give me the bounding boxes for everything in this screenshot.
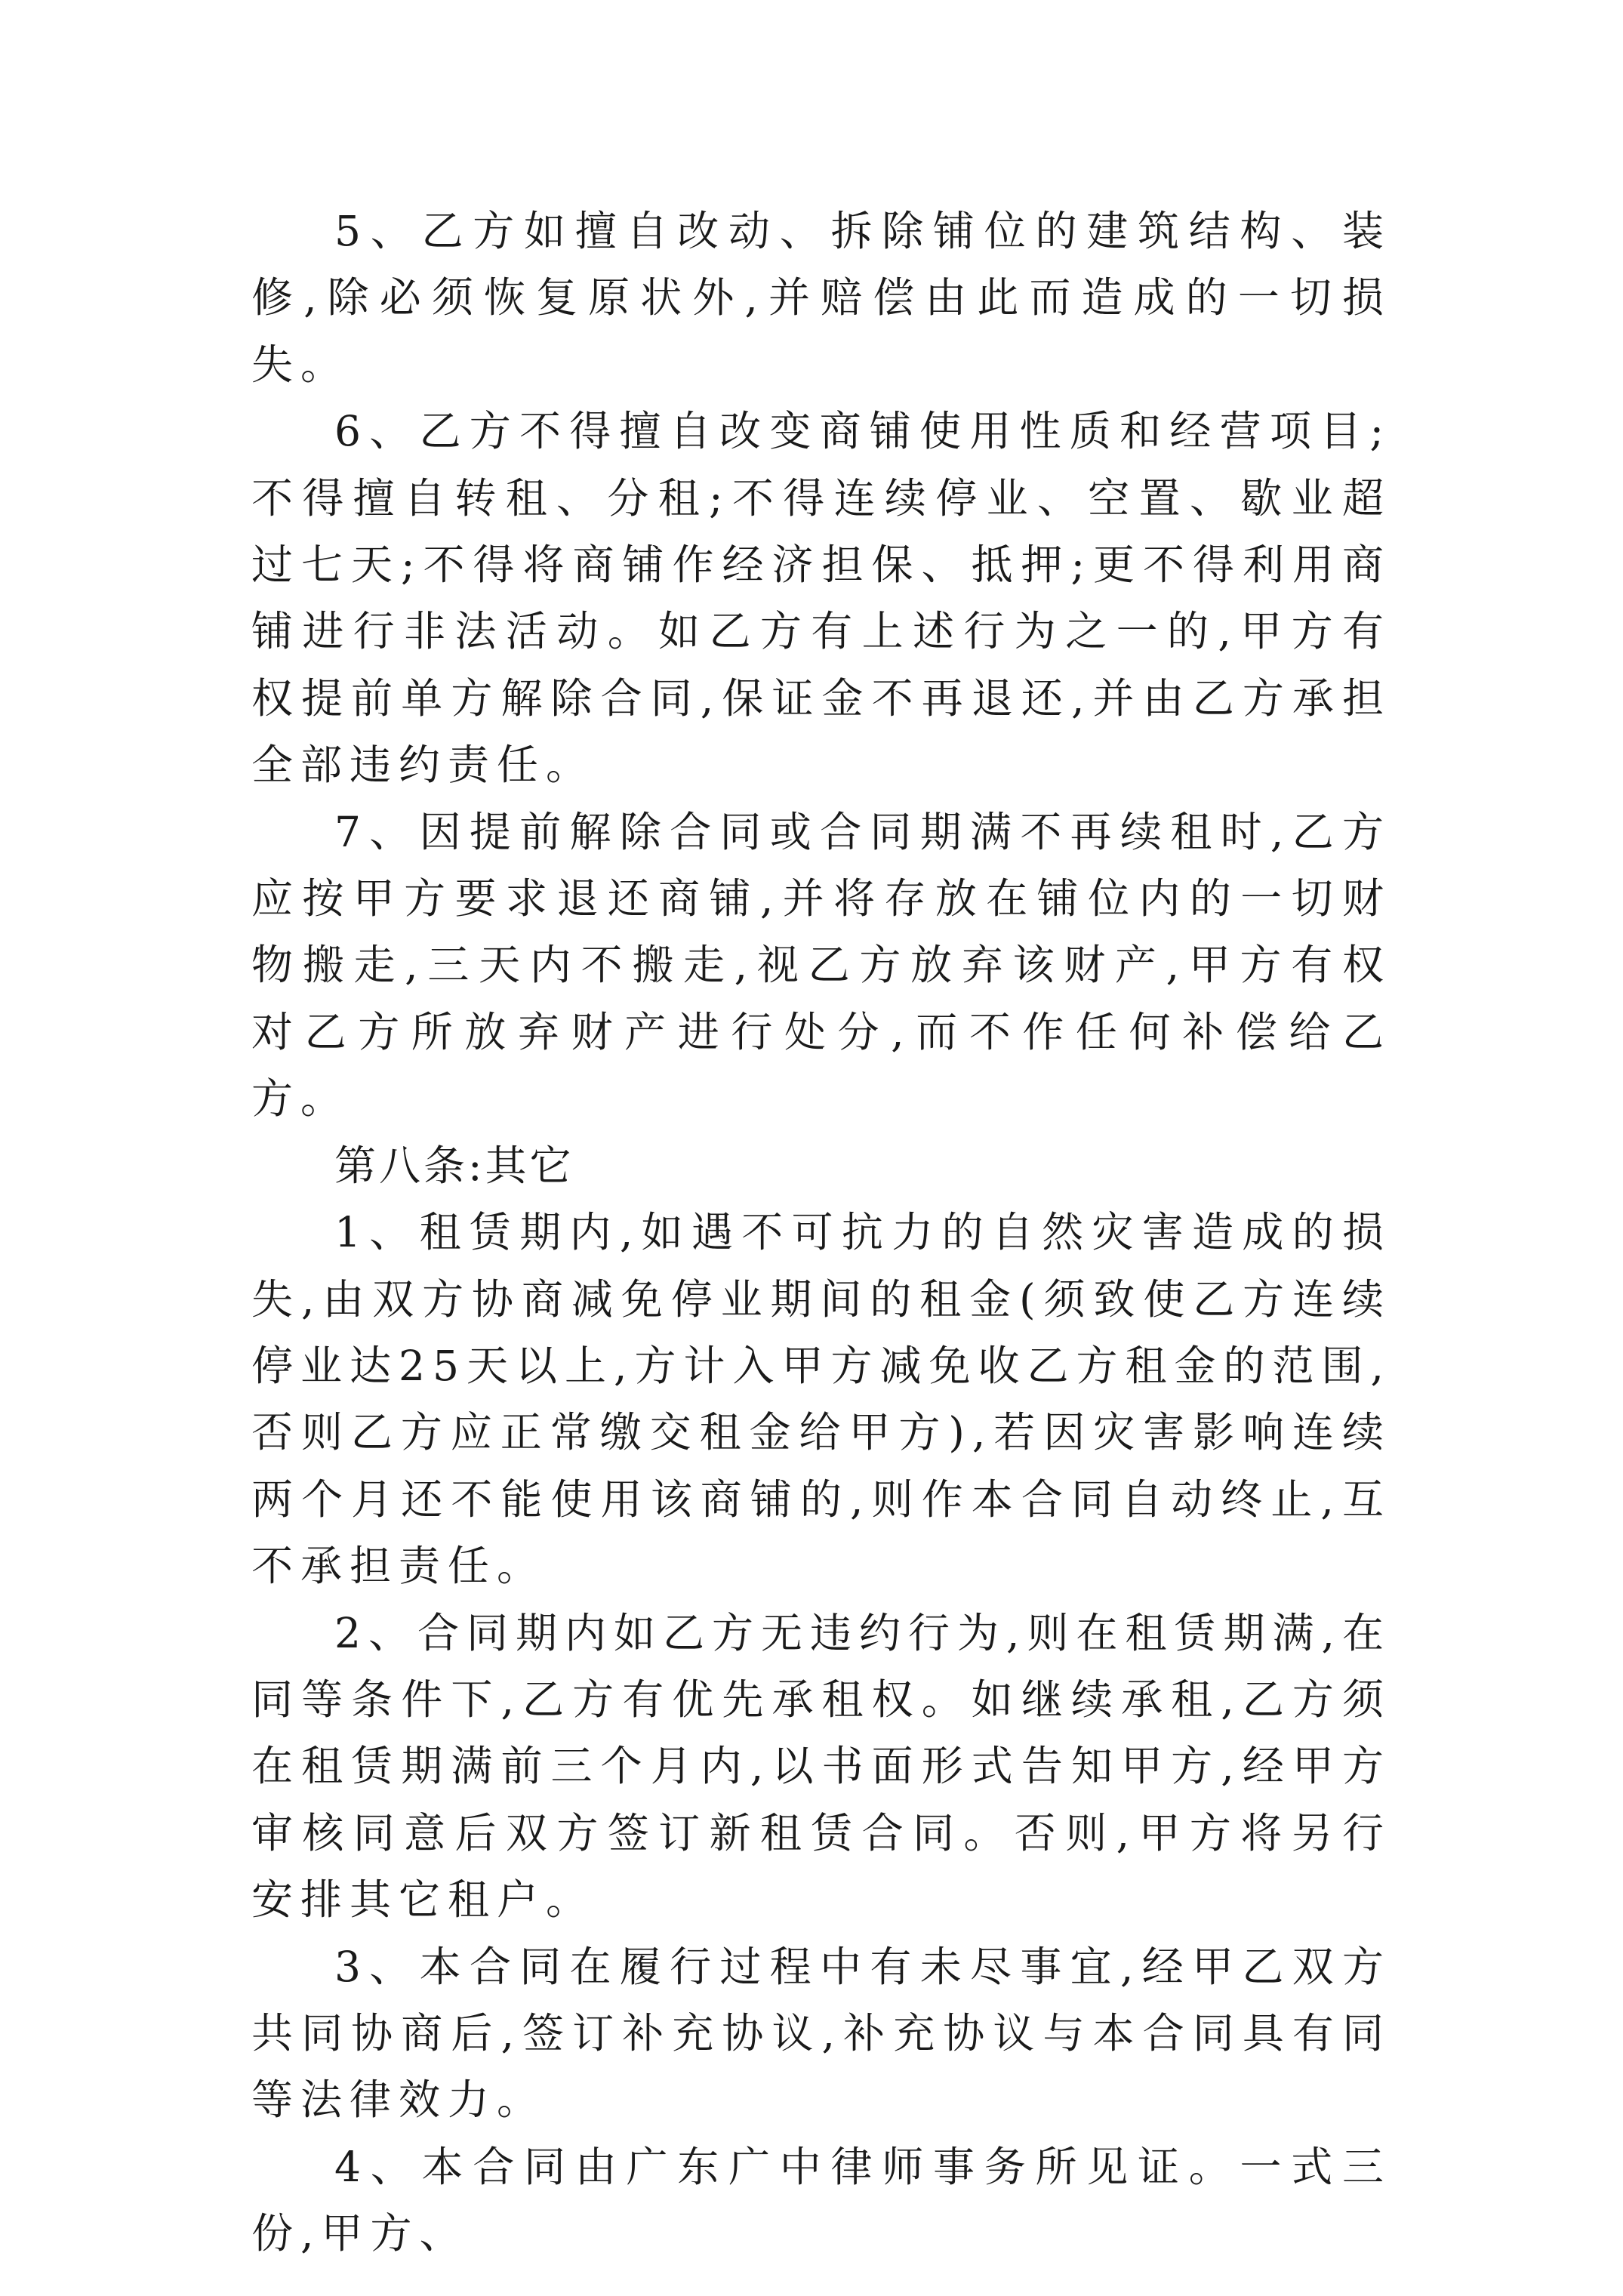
clause-7-paragraph: 7、因提前解除合同或合同期满不再续租时,乙方应按甲方要求退还商铺,并将存放在铺位内的一切财物搬走,三天内不搬走,视乙方放弃该财产,甲方有权对乙方所放弃财产进行处分,而不作任何补偿给乙方。 (251, 807, 1391, 1123)
document-body (251, 198, 1391, 2267)
clause-5-paragraph: 5、乙方如擅自改动、拆除铺位的建筑结构、装修,除必须恢复原状外,并赔偿由此而造成的一切损失。 (251, 207, 1391, 389)
section-clause-3-paragraph: 3、本合同在履行过程中有未尽事宜,经甲乙双方共同协商后,签订补充协议,补充协议与本合同具有同等法律效力。 (251, 1942, 1391, 2125)
clause-6-paragraph: 6、乙方不得擅自改变商铺使用性质和经营项目;不得擅自转租、分租;不得连续停业、空置、歇业超过七天;不得将商铺作经济担保、抵押;更不得利用商铺进行非法活动。如乙方有上述行为之一的,甲方有权提前单方解除合同,保证金不再退还,并由乙方承担全部违约责任。 (251, 407, 1391, 790)
section-clause-4-paragraph: 4、本合同由广东广中律师事务所见证。一式三份,甲方、 (251, 2142, 1391, 2258)
section-heading: 第八条:其它 (334, 1141, 574, 1190)
section-clause-1-paragraph: 1、租赁期内,如遇不可抗力的自然灾害造成的损失,由双方协商减免停业期间的租金(须致使乙方连续停业达25天以上,方计入甲方减免收乙方租金的范围,否则乙方应正常缴交租金给甲方),若因灾害影响连续两个月还不能使用该商铺的,则作本合同自动终止,互不承担责任。 (251, 1208, 1391, 1591)
section-clause-2-paragraph: 2、合同期内如乙方无违约行为,则在租赁期满,在同等条件下,乙方有优先承租权。如继续承租,乙方须在租赁期满前三个月内,以书面形式告知甲方,经甲方审核同意后双方签订新租赁合同。否则,甲方将另行安排其它租户。 (251, 1608, 1391, 1925)
